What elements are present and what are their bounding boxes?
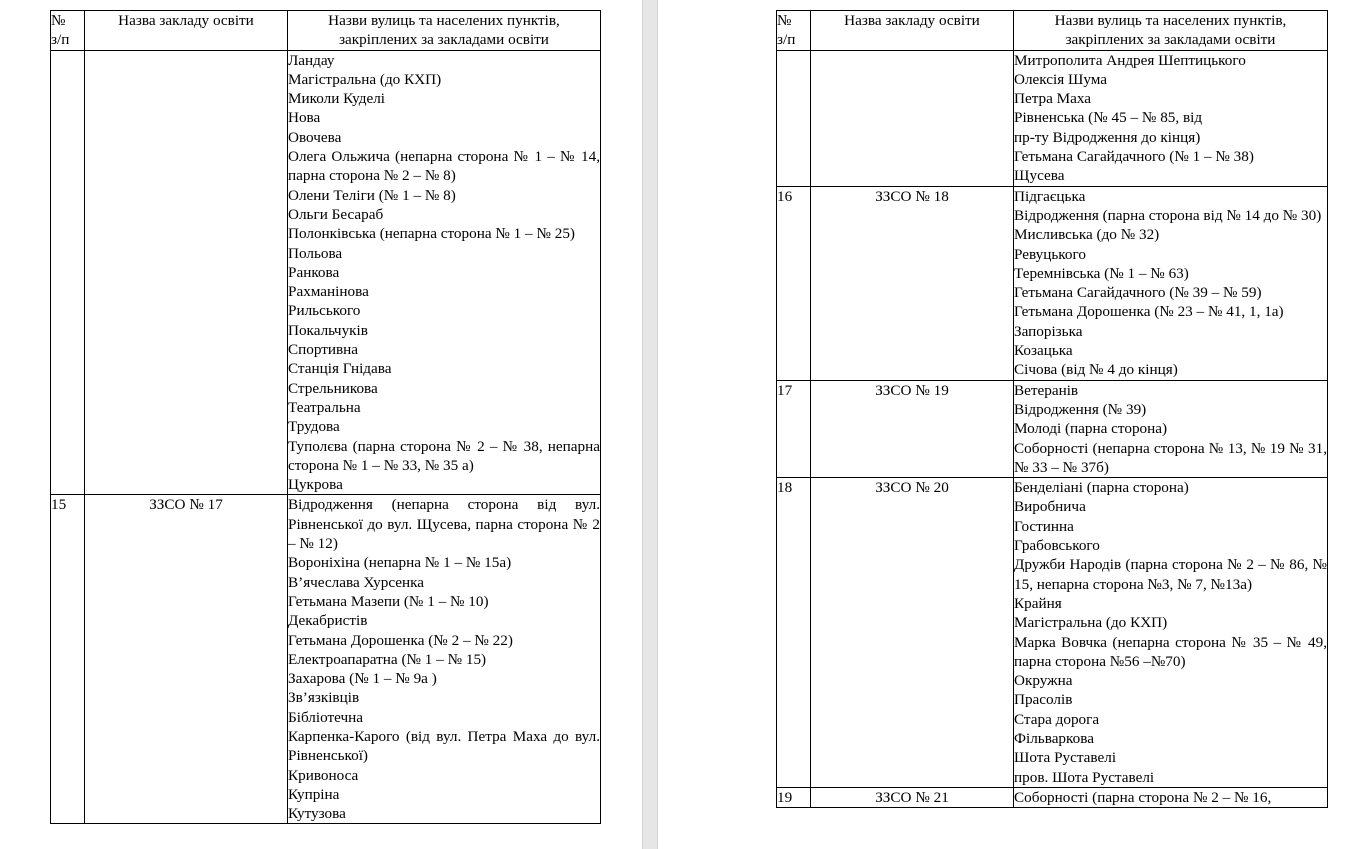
street-item: Бенделіані (парна сторона) <box>1014 479 1189 497</box>
street-item: Олега Ольжича (непарна сторона № 1 – № 14, парна сторона № 2 – № 8) <box>288 148 600 185</box>
street-item: Покальчуків <box>288 321 368 339</box>
table-row <box>777 478 1328 788</box>
street-item: Кривоноса <box>288 766 359 784</box>
street-item: Петра Маха <box>1014 90 1092 108</box>
street-item: Гетьмана Дорошенка (№ 23 – № 41, 1, 1а) <box>1014 303 1284 321</box>
row-number: 15 <box>51 495 85 824</box>
school-name: ЗЗСО № 18 <box>811 186 1014 380</box>
table-row <box>777 380 1328 477</box>
row-number: 19 <box>777 787 811 807</box>
street-item: Олексія Шума <box>1014 70 1107 88</box>
street-item: Стрельникова <box>288 379 378 397</box>
row-number <box>777 50 811 186</box>
street-item: Зв’язківців <box>288 689 360 707</box>
street-list <box>1014 50 1328 186</box>
street-list <box>1014 787 1328 807</box>
street-item: Театральна <box>288 398 361 416</box>
street-item: Рильського <box>288 302 361 320</box>
row-number: 16 <box>777 186 811 380</box>
document-page-right <box>658 0 1355 849</box>
school-name: ЗЗСО № 20 <box>811 478 1014 788</box>
street-item: Виробнича <box>1014 498 1086 516</box>
header-school-name: Назва закладу освіти <box>85 11 288 51</box>
street-item: Мисливська (до № 32) <box>1014 226 1160 244</box>
street-item: Соборності (парна сторона № 2 – № 16, <box>1014 788 1272 806</box>
street-item: Електроапаратна (№ 1 – № 15) <box>288 650 487 668</box>
street-item: Теремнівська (№ 1 – № 63) <box>1014 264 1189 282</box>
street-item: Січова (від № 4 до кінця) <box>1014 361 1178 379</box>
street-item: Нова <box>288 109 321 127</box>
row-number: 17 <box>777 380 811 477</box>
table-body-right <box>777 50 1328 808</box>
street-item: Відродження (непарна сторона від вул. Рівненської до вул. Щусева, парна сторона № 2 – № 12) <box>288 496 600 553</box>
street-item: Грабовського <box>1014 537 1100 555</box>
street-item: Миколи Куделі <box>288 90 386 108</box>
header-streets: Назви вулиць та населених пунктів, закріплених за закладами освіти <box>1014 11 1328 51</box>
schools-table-left <box>50 10 601 824</box>
street-list <box>288 50 601 495</box>
row-number <box>51 50 85 495</box>
street-item: Ольги Бесараб <box>288 205 384 223</box>
street-item: Овочева <box>288 128 342 146</box>
street-list <box>1014 380 1328 477</box>
street-item: Відродження (№ 39) <box>1014 400 1147 418</box>
street-item: Вороніхіна (непарна № 1 – № 15а) <box>288 554 512 572</box>
table-header-row <box>777 11 1328 51</box>
table-body-left <box>51 50 601 824</box>
table-row <box>777 787 1328 807</box>
street-item: Крайня <box>1014 594 1062 612</box>
street-item: Спортивна <box>288 341 359 359</box>
street-item: Марка Вовчка (непарна сторона № 35 – № 49, парна сторона №56 –№70) <box>1014 633 1327 670</box>
street-item: Підгаєцька <box>1014 187 1086 205</box>
street-item: Рівненська (№ 45 – № 85, від <box>1014 109 1203 127</box>
street-item: Козацька <box>1014 342 1073 360</box>
street-item: Відродження (парна сторона від № 14 до № 30) <box>1014 206 1322 224</box>
street-item: В’ячеслава Хурсенка <box>288 573 425 591</box>
row-number: 18 <box>777 478 811 788</box>
header-number: № з/п <box>777 11 811 51</box>
street-item: Станція Гнідава <box>288 360 392 378</box>
document-page-left <box>0 0 642 849</box>
street-item: Кутузова <box>288 805 346 823</box>
street-item: Соборності (непарна сторона № 13, № 19 № 31, № 33 – № 37б) <box>1014 439 1327 476</box>
street-item: Шота Руставелі <box>1014 749 1117 767</box>
street-list <box>288 495 601 824</box>
street-item: Карпенка-Карого (від вул. Петра Маха до вул. Рівненської) <box>288 727 600 765</box>
header-school-name: Назва закладу освіти <box>811 11 1014 51</box>
street-item: Купріна <box>288 785 340 803</box>
street-item: Захарова (№ 1 – № 9а ) <box>288 670 437 688</box>
street-item: Щусева <box>1014 167 1065 185</box>
school-name: ЗЗСО № 17 <box>85 495 288 824</box>
table-row <box>51 495 601 824</box>
street-item: Фільваркова <box>1014 729 1094 747</box>
street-item: Молоді (парна сторона) <box>1014 420 1168 438</box>
street-item: Туполєва (парна сторона № 2 – № 38, непарна сторона № 1 – № 33, № 35 а) <box>288 437 600 474</box>
street-item: Рахманінова <box>288 283 369 301</box>
schools-table-right <box>776 10 1328 808</box>
street-item: Гетьмана Сагайдачного (№ 39 – № 59) <box>1014 284 1262 302</box>
street-item: Магістральна (до КХП) <box>288 70 442 88</box>
page-gutter <box>642 0 658 849</box>
school-name: ЗЗСО № 21 <box>811 787 1014 807</box>
street-item: Ревуцького <box>1014 245 1086 263</box>
table-header-row <box>51 11 601 51</box>
street-item: Дружби Народів (парна сторона № 2 – № 86, № 15, непарна сторона №3, № 7, №13а) <box>1014 556 1327 593</box>
header-number: № з/п <box>51 11 85 51</box>
street-item: Польова <box>288 244 343 262</box>
street-item: Олени Теліги (№ 1 – № 8) <box>288 186 456 204</box>
street-item: Гостинна <box>1014 517 1074 535</box>
street-item: Запорізька <box>1014 322 1083 340</box>
street-item: Гетьмана Сагайдачного (№ 1 – № 38) <box>1014 148 1254 166</box>
street-item: Трудова <box>288 418 340 436</box>
street-item: Окружна <box>1014 672 1073 690</box>
street-item: пр-ту Відродження до кінця) <box>1014 128 1201 146</box>
street-item: Ветеранів <box>1014 381 1079 399</box>
school-name: ЗЗСО № 19 <box>811 380 1014 477</box>
street-item: Стара дорога <box>1014 710 1100 728</box>
street-item: Цукрова <box>288 476 343 494</box>
street-item: Прасолів <box>1014 691 1073 709</box>
street-list <box>1014 478 1328 788</box>
street-item: Магістральна (до КХП) <box>1014 614 1168 632</box>
street-item: Гетьмана Мазепи (№ 1 – № 10) <box>288 592 489 610</box>
street-item: пров. Шота Руставелі <box>1014 768 1155 786</box>
street-item: Ландау <box>288 51 335 69</box>
street-item: Митрополита Андрея Шептицького <box>1014 51 1246 69</box>
school-name <box>85 50 288 495</box>
header-streets: Назви вулиць та населених пунктів, закріплених за закладами освіти <box>288 11 601 51</box>
street-item: Ранкова <box>288 263 340 281</box>
table-row <box>51 50 601 495</box>
table-row <box>777 50 1328 186</box>
street-item: Бібліотечна <box>288 708 363 726</box>
table-row <box>777 186 1328 380</box>
street-item: Декабристів <box>288 612 368 630</box>
street-item: Полонківська (непарна сторона № 1 – № 25) <box>288 225 575 243</box>
street-item: Гетьмана Дорошенка (№ 2 – № 22) <box>288 631 513 649</box>
street-list <box>1014 186 1328 380</box>
school-name <box>811 50 1014 186</box>
